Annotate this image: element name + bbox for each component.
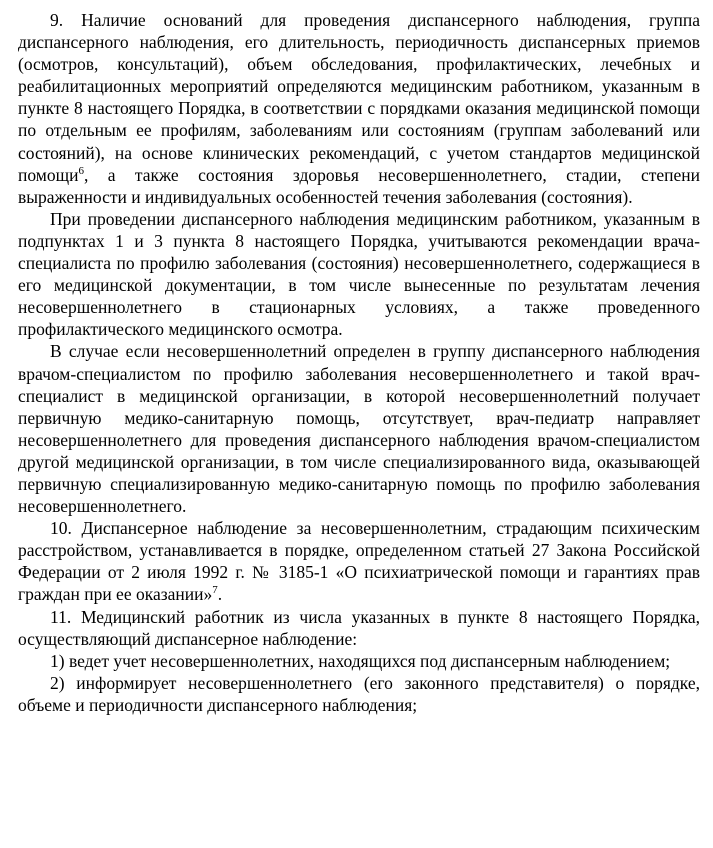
footnote-marker-6[interactable]: 6 bbox=[78, 164, 84, 177]
paragraph-item-11 bbox=[18, 606, 700, 650]
paragraph-text-continued: . bbox=[217, 584, 223, 605]
paragraph-text-continued: , а также состояния здоровья несовершеннолетнего, стадии, степени выраженности и индивидуальных особенностей течения заболевания (состояния). bbox=[18, 164, 700, 207]
paragraph-text: 11. Медицинский работник из числа указанных в пункте 8 настоящего Порядка, осуществляющий диспансерное наблюдение: bbox=[18, 606, 700, 649]
paragraph-text: 10. Диспансерное наблюдение за несовершеннолетним, страдающим психическим расстройством, устанавливается в порядке, определенном статьей 27 Закона Российской Федерации от 2 июля 1992 г. № 3185-1 «О психиатрической помощи и гарантиях прав граждан при ее оказании» bbox=[18, 518, 700, 605]
paragraph-text: В случае если несовершеннолетний определен в группу диспансерного наблюдения врачом-специалистом по профилю заболевания несовершеннолетнего и такой врач-специалист в медицинской организации, в которой несовершеннолетний получает первичную медико-санитарную помощь, отсутствует, врач-педиатр направляет несовершеннолетнего для проведения диспансерного наблюдения врачом-специалистом другой медицинской организации, в том числе специализированного вида, оказывающей первичную специализированную медико-санитарную помощь по профилю заболевания несовершеннолетнего. bbox=[18, 341, 700, 517]
paragraph-text: 2) информирует несовершеннолетнего (его законного представителя) о порядке, объеме и периодичности диспансерного наблюдения; bbox=[18, 672, 700, 715]
paragraph-text: 1) ведет учет несовершеннолетних, находящихся под диспансерным наблюдением; bbox=[50, 650, 671, 671]
paragraph-recommendations bbox=[18, 208, 700, 341]
paragraph-item-9 bbox=[18, 9, 700, 208]
paragraph-text: 9. Наличие оснований для проведения диспансерного наблюдения, группа диспансерного наблюдения, его длительность, периодичность диспансерных приемов (осмотров, консультаций), объем обследования, профилактических, лечебных и реабилитационных мероприятий определяются медицинским работником, указанным в пункте 8 настоящего Порядка, в соответствии с порядками оказания медицинской помощи по отдельным ее профилям, заболеваниям или состояниям (группам заболеваний или состояний), на основе клинических рекомендаций, с учетом стандартов медицинской помощи bbox=[18, 10, 700, 185]
paragraph-subitem-2 bbox=[18, 672, 700, 716]
paragraph-referral bbox=[18, 340, 700, 517]
paragraph-text: При проведении диспансерного наблюдения медицинским работником, указанным в подпунктах 1 и 3 пункта 8 настоящего Порядка, учитываются рекомендации врача-специалиста по профилю заболевания (состояния) несовершеннолетнего, содержащиеся в его медицинской документации, в том числе вынесенные по результатам лечения несовершеннолетнего в стационарных условиях, а также проведенного профилактического медицинского осмотра. bbox=[18, 208, 700, 340]
footnote-marker-7[interactable]: 7 bbox=[212, 584, 218, 597]
paragraph-item-10 bbox=[18, 517, 700, 605]
paragraph-subitem-1 bbox=[18, 650, 700, 672]
